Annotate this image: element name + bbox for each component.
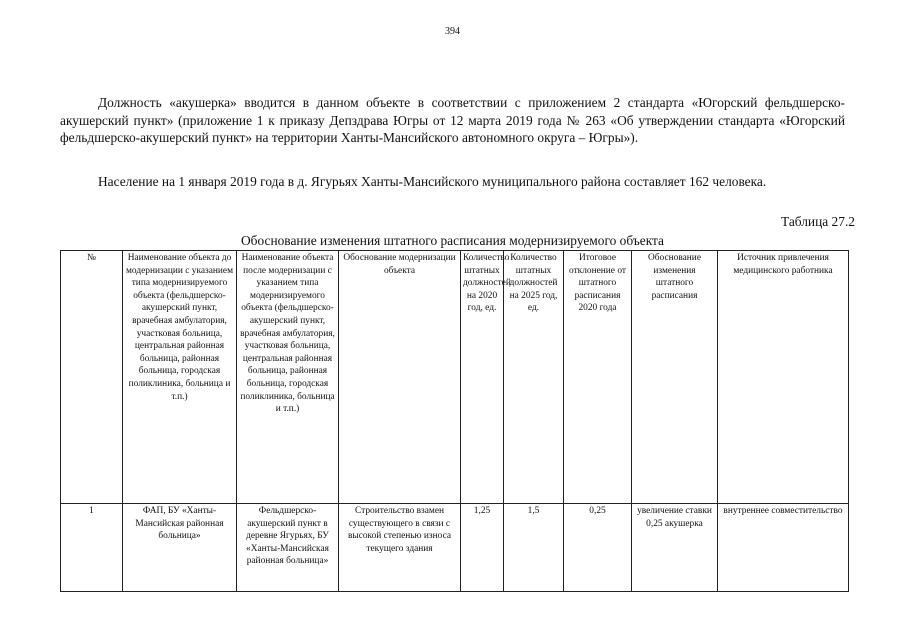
col-header-staff-2020: Количество штатных должностей на 2020 год, ед.: [461, 251, 504, 504]
cell-staff-2020: 1,25: [461, 504, 504, 592]
col-header-object-after: Наименование объекта после модернизации с указанием типа модернизируемого объекта (фельдшерско-акушерский пункт, врачебная амбулатория, участковая больница, центральная районная больница, районная больница, городская поликлиника, больница и т.п.): [237, 251, 339, 504]
paragraph-population: Население на 1 января 2019 года в д. Ягурьях Ханты-Мансийского муниципального района составляет 162 человека.: [98, 174, 767, 189]
col-header-justification: Обоснование модернизации объекта: [339, 251, 461, 504]
table-label: Таблица 27.2: [780, 214, 855, 229]
table-title: Обоснование изменения штатного расписания модернизируемого объекта: [240, 233, 664, 248]
cell-deviation: 0,25: [564, 504, 632, 592]
staffing-table: [60, 250, 849, 592]
col-header-number: №: [61, 251, 123, 504]
col-header-deviation: Итоговое отклонение от штатного расписания 2020 года: [564, 251, 632, 504]
cell-number: 1: [61, 504, 123, 592]
col-header-change-reason: Обоснование изменения штатного расписания: [632, 251, 718, 504]
col-header-source: Источник привлечения медицинского работника: [718, 251, 849, 504]
col-header-staff-2025: Количество штатных должностей на 2025 год, ед.: [504, 251, 564, 504]
cell-change-reason: увеличение ставки 0,25 акушерка: [632, 504, 718, 592]
cell-object-after: Фельдшерско-акушерский пункт в деревне Ягурьях, БУ «Ханты-Мансийская районная больница»: [237, 504, 339, 592]
cell-object-before: ФАП, БУ «Ханты-Мансийская районная больница»: [123, 504, 237, 592]
table-header-row: [61, 251, 849, 504]
col-header-object-before: Наименование объекта до модернизации с указанием типа модернизируемого объекта (фельдшерско-акушерский пункт, врачебная амбулатория, участковая больница, центральная районная больница, районная больница, городская поликлиника, больница и т.п.): [123, 251, 237, 504]
cell-staff-2025: 1,5: [504, 504, 564, 592]
table-row: [61, 504, 849, 592]
page-number: 394: [445, 26, 460, 37]
paragraph-midwife-position: Должность «акушерка» вводится в данном объекте в соответствии с приложением 2 стандарта «Югорский фельдшерско-акушерский пункт» (приложение 1 к приказу Депздрава Югры от 12 марта 2019 года № 263 «Об утверждении стандарта «Югорский фельдшерско-акушерский пункт» на территории Ханты-Мансийского автономного округа – Югры»).: [60, 95, 845, 145]
cell-source: внутреннее совместительство: [718, 504, 849, 592]
cell-justification: Строительство взамен существующего в связи с высокой степенью износа текущего здания: [339, 504, 461, 592]
